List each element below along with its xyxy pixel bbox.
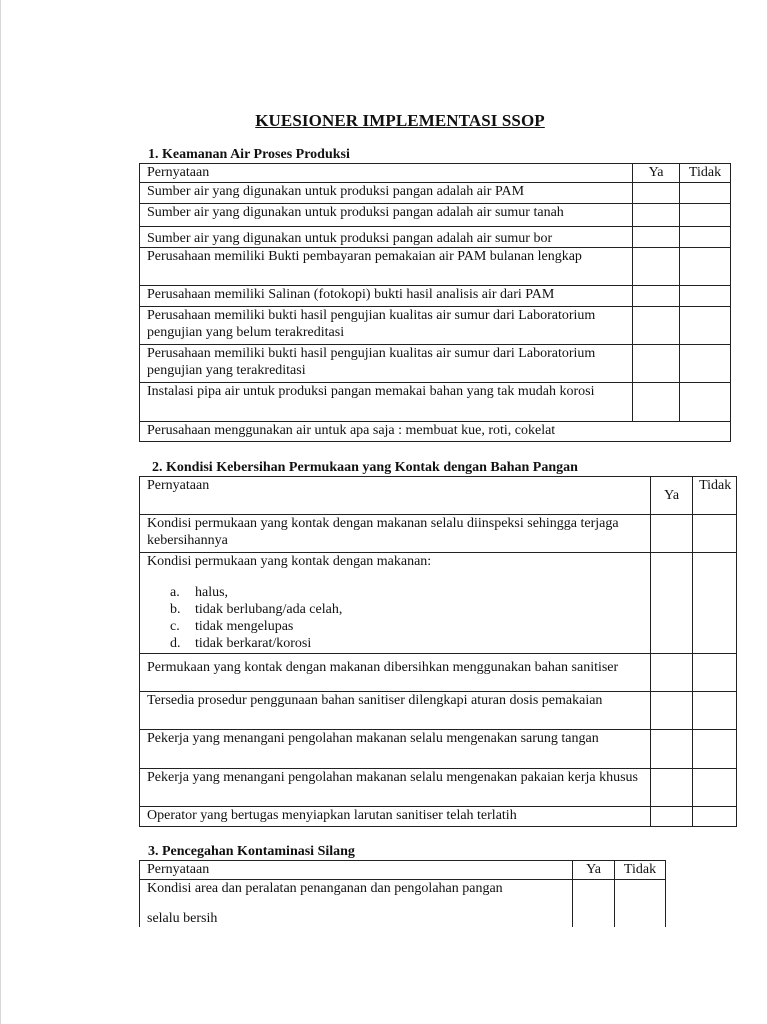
list-item [147,584,650,601]
page-edge-left [0,0,1,1024]
answer-no-cell[interactable] [680,183,731,204]
statement-cell: Tersedia prosedur penggunaan bahan sanitiser dilengkapi aturan dosis pemakaian [140,692,651,730]
list-item [147,618,650,635]
statement-cell-with-list [140,553,651,654]
document-title: KUESIONER IMPLEMENTASI SSOP [255,111,545,130]
answer-yes-cell[interactable] [633,307,680,345]
answer-yes-cell[interactable] [651,553,693,654]
answer-no-cell[interactable] [680,248,731,286]
answer-yes-cell[interactable] [651,692,693,730]
answer-yes-cell[interactable] [651,769,693,807]
answer-no-cell[interactable] [615,880,666,928]
section-1-table [139,163,731,442]
list-marker: c. [170,619,180,634]
answer-no-cell[interactable] [693,769,737,807]
surface-criteria-list [147,584,650,652]
answer-no-cell[interactable] [693,692,737,730]
column-header-yes: Ya [573,861,615,880]
statement-cell: Perusahaan memiliki Salinan (fotokopi) bukti hasil analisis air dari PAM [140,286,633,307]
answer-yes-cell[interactable] [651,515,693,553]
answer-no-cell[interactable] [693,553,737,654]
answer-no-cell[interactable] [680,345,731,383]
list-text: tidak berkarat/korosi [195,636,312,651]
statement-cell: Sumber air yang digunakan untuk produksi pangan adalah air sumur tanah [140,204,633,227]
column-header-yes: Ya [633,164,680,183]
answer-yes-cell[interactable] [633,183,680,204]
statement-cell: Operator yang bertugas menyiapkan larutan sanitiser telah terlatih [140,807,651,827]
section-2-heading: 2. Kondisi Kebersihan Permukaan yang Kontak dengan Bahan Pangan [152,460,578,475]
answer-yes-cell[interactable] [573,880,615,928]
statement-cell: Pekerja yang menangani pengolahan makanan selalu mengenakan sarung tangan [140,730,651,769]
answer-no-cell[interactable] [680,227,731,248]
answer-yes-cell[interactable] [633,204,680,227]
statement-cell: Kondisi permukaan yang kontak dengan makanan selalu diinspeksi sehingga terjaga kebersihannya [140,515,651,553]
section-3-heading: 3. Pencegahan Kontaminasi Silang [148,844,355,859]
statement-text: Kondisi permukaan yang kontak dengan makanan: [147,554,432,569]
answer-yes-cell[interactable] [651,807,693,827]
answer-no-cell[interactable] [693,730,737,769]
answer-yes-cell[interactable] [633,227,680,248]
answer-no-cell[interactable] [693,654,737,692]
list-text: halus, [195,585,229,600]
statement-cell: Sumber air yang digunakan untuk produksi pangan adalah air sumur bor [140,227,633,248]
answer-no-cell[interactable] [680,383,731,422]
column-header-no: Tidak [693,477,737,515]
list-item [147,601,650,618]
answer-yes-cell[interactable] [633,383,680,422]
column-header-no: Tidak [680,164,731,183]
answer-yes-cell[interactable] [633,345,680,383]
column-header-statement: Pernyataan [140,477,651,515]
answer-no-cell[interactable] [693,807,737,827]
statement-cell [140,880,573,928]
column-header-no: Tidak [615,861,666,880]
section-2-table [139,476,737,827]
answer-yes-cell[interactable] [633,248,680,286]
list-marker: d. [170,636,181,651]
column-header-statement: Pernyataan [140,861,573,880]
water-usage-row: Perusahaan menggunakan air untuk apa saja : membuat kue, roti, cokelat [140,422,731,442]
statement-line: selalu bersih [147,911,218,926]
answer-no-cell[interactable] [680,204,731,227]
statement-cell: Perusahaan memiliki bukti hasil pengujian kualitas air sumur dari Laboratorium pengujian yang terakreditasi [140,345,633,383]
answer-yes-cell[interactable] [633,286,680,307]
statement-cell: Permukaan yang kontak dengan makanan dibersihkan menggunakan bahan sanitiser [140,654,651,692]
statement-cell: Pekerja yang menangani pengolahan makanan selalu mengenakan pakaian kerja khusus [140,769,651,807]
answer-no-cell[interactable] [680,307,731,345]
column-header-statement: Pernyataan [140,164,633,183]
answer-yes-cell[interactable] [651,654,693,692]
statement-cell: Sumber air yang digunakan untuk produksi pangan adalah air PAM [140,183,633,204]
list-text: tidak mengelupas [195,619,294,634]
answer-no-cell[interactable] [680,286,731,307]
list-item [147,635,650,652]
statement-cell: Perusahaan memiliki Bukti pembayaran pemakaian air PAM bulanan lengkap [140,248,633,286]
column-header-yes: Ya [651,477,693,515]
list-marker: b. [170,602,181,617]
answer-yes-cell[interactable] [651,730,693,769]
list-marker: a. [170,585,180,600]
statement-cell: Perusahaan memiliki bukti hasil pengujian kualitas air sumur dari Laboratorium pengujian yang belum terakreditasi [140,307,633,345]
section-1-heading: 1. Keamanan Air Proses Produksi [148,147,350,162]
list-text: tidak berlubang/ada celah, [195,602,343,617]
section-3-table [139,860,666,927]
answer-no-cell[interactable] [693,515,737,553]
statement-cell: Instalasi pipa air untuk produksi pangan memakai bahan yang tak mudah korosi [140,383,633,422]
statement-line: Kondisi area dan peralatan penanganan dan pengolahan pangan [147,881,503,896]
